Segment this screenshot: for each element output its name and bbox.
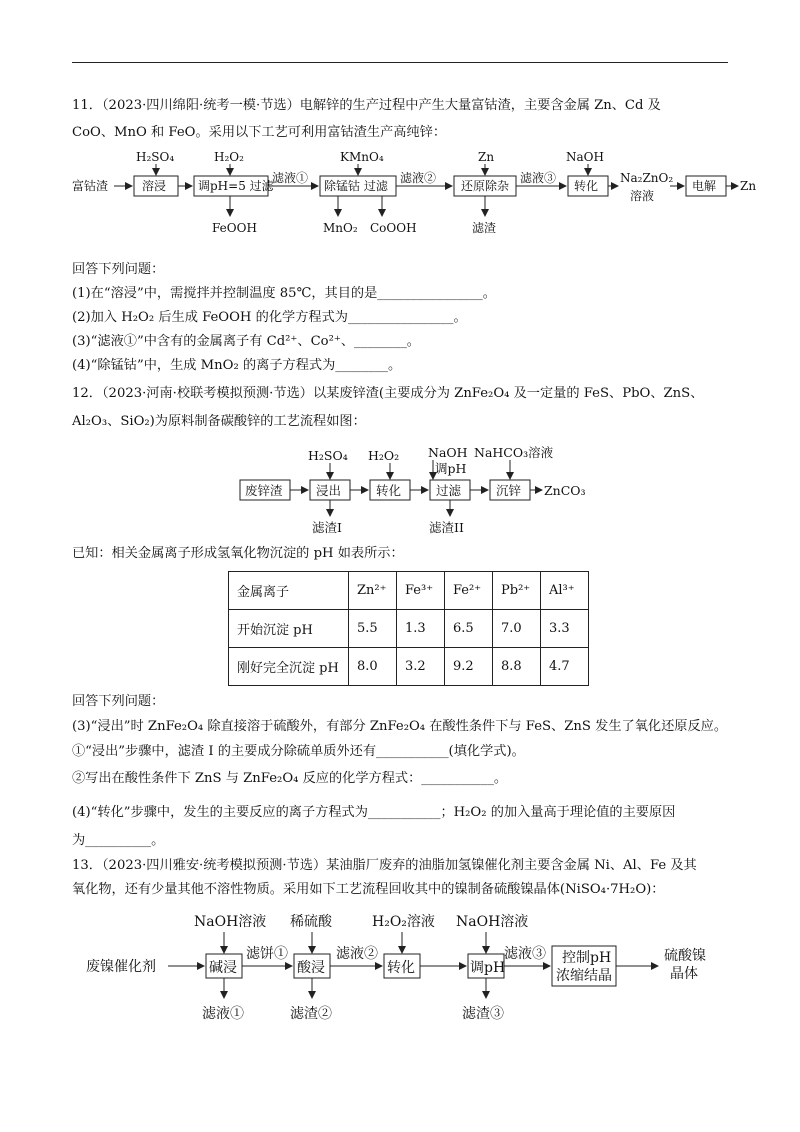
q11-add3: KMnO₄	[340, 150, 384, 164]
q11-box-dissolve-label: 溶浸	[142, 179, 167, 193]
q12-out4: 滤渣II	[429, 520, 464, 535]
q13-intro-line2: 氧化物，还有少量其他不溶性物质。采用如下工艺流程回收其中的镍制备硫酸镍晶体(NiSO₄·7H₂O)：	[72, 882, 665, 897]
table-cell: 刚好完全沉淀 pH	[229, 648, 349, 686]
table-cell: 开始沉淀 pH	[229, 610, 349, 648]
table-cell: 7.0	[493, 610, 541, 648]
q11-box-convert-label: 转化	[574, 179, 599, 193]
q13-add4: NaOH溶液	[456, 914, 529, 930]
table-header-cell: Fe²⁺	[445, 572, 493, 610]
q11-answer: 回答下列问题：	[72, 262, 165, 277]
table-cell: 6.5	[445, 610, 493, 648]
q12-end: ZnCO₃	[544, 483, 586, 498]
q11-box-electro-label: 电解	[692, 179, 717, 193]
table-cell: 4.7	[541, 648, 589, 686]
q12-add4a: NaOH	[428, 445, 468, 460]
q12-add2: H₂SO₄	[308, 448, 348, 463]
q11-start-label: 富钴渣	[72, 179, 109, 193]
q12-answer: 回答下列问题：	[72, 694, 165, 709]
table-header-cell: 金属离子	[229, 572, 349, 610]
q11-sub3: (3)“滤液①”中含有的金属离子有 Cd²⁺、Co²⁺、________。	[72, 334, 420, 349]
q12-box-filter-label: 过滤	[436, 483, 462, 498]
table-header-cell: Al³⁺	[541, 572, 589, 610]
table-header-cell: Zn²⁺	[349, 572, 397, 610]
q11-intro-line2: CoO、MnO 和 FeO。采用以下工艺可利用富钴渣生产高纯锌：	[72, 125, 447, 140]
q12-add3: H₂O₂	[368, 448, 400, 463]
table-header-row	[229, 572, 589, 610]
q12-out2: 滤渣I	[312, 520, 342, 535]
q13-filtrate3: 滤液③	[504, 946, 546, 962]
table-cell: 9.2	[445, 648, 493, 686]
q11-mid2: 溶液	[630, 189, 655, 203]
q13-box-convert-label: 转化	[387, 960, 415, 976]
q11-out3a: MnO₂	[323, 221, 358, 235]
q11-out2: FeOOH	[212, 221, 257, 235]
q12-box-precip-label: 沉锌	[496, 483, 522, 498]
q13-add2: 稀硫酸	[290, 914, 332, 930]
q13-flowchart	[86, 906, 726, 1032]
table-cell: 1.3	[397, 610, 445, 648]
q12-box-leach-label: 浸出	[316, 483, 342, 498]
q12-sub3a: ①“浸出”步骤中，滤渣 I 的主要成分除硫单质外还有___________(填化学式)。	[72, 744, 525, 759]
q12-box-waste-label: 废锌渣	[245, 483, 283, 498]
q12-add5: NaHCO₃溶液	[474, 445, 554, 460]
q11-end: Zn	[740, 179, 757, 193]
table-row	[229, 610, 589, 648]
q12-intro-line2: Al₂O₃、SiO₂)为原料制备碳酸锌的工艺流程如图：	[72, 414, 366, 429]
q13-out2: 滤渣②	[290, 1006, 332, 1022]
q13-box-acid-label: 酸浸	[297, 960, 325, 976]
q11-out4: 滤渣	[472, 221, 497, 235]
q11-box-reduce-label: 还原除杂	[461, 179, 510, 193]
q11-box-remove-label: 除锰钴 过滤	[324, 179, 388, 193]
q11-add4: Zn	[478, 150, 495, 164]
q11-filtrate3: 滤液③	[520, 171, 557, 185]
q11-flowchart	[72, 146, 762, 242]
q13-add1: NaOH溶液	[194, 914, 267, 930]
q12-sub4b: 为__________。	[72, 833, 165, 848]
q13-out1: 滤液①	[202, 1006, 244, 1022]
q13-box-crystal-label1: 控制pH	[562, 950, 612, 966]
q12-intro-line1: 12．（2023·河南·校联考模拟预测·节选）以某废锌渣(主要成分为 ZnFe₂O₄ 及一定量的 FeS、PbO、ZnS、	[72, 386, 704, 401]
q13-filtrate2: 滤液②	[336, 946, 378, 962]
table-header-cell: Fe³⁺	[397, 572, 445, 610]
q11-filtrate2: 滤液②	[400, 171, 437, 185]
q11-add2: H₂O₂	[214, 150, 244, 164]
q13-out4: 滤渣③	[462, 1006, 504, 1022]
q12-flowchart	[232, 440, 586, 540]
q13-cake: 滤饼①	[246, 946, 288, 962]
q13-add3: H₂O₂溶液	[372, 914, 435, 930]
q11-sub2: (2)加入 H₂O₂ 后生成 FeOOH 的化学方程式为________________。	[72, 310, 467, 325]
q13-intro-line1: 13．（2023·四川雅安·统考模拟预测·节选）某油脂厂废弃的油脂加氢镍催化剂主要含金属 Ni、Al、Fe 及其	[72, 858, 697, 873]
q11-mid: Na₂ZnO₂	[620, 171, 674, 185]
table-cell: 5.5	[349, 610, 397, 648]
q11-sub1: (1)在“溶浸”中，需搅拌并控制温度 85℃，其目的是________________。	[72, 286, 496, 301]
q13-start: 废镍催化剂	[86, 959, 156, 975]
q11-out3b: CoOOH	[370, 221, 417, 235]
ph-table	[228, 571, 589, 686]
table-row	[229, 648, 589, 686]
q13-end2: 晶体	[670, 966, 698, 982]
q11-add5: NaOH	[566, 150, 604, 164]
table-header-cell: Pb²⁺	[493, 572, 541, 610]
q12-box-convert-label: 转化	[376, 483, 402, 498]
q13-end1: 硫酸镍	[664, 948, 706, 964]
table-cell: 8.0	[349, 648, 397, 686]
table-cell: 3.2	[397, 648, 445, 686]
q11-filtrate1: 滤液①	[272, 171, 309, 185]
q12-add4b: 调pH	[435, 461, 467, 476]
q11-add1: H₂SO₄	[136, 150, 175, 164]
q11-intro-line1: 11．（2023·四川绵阳·统考一模·节选）电解锌的生产过程中产生大量富钴渣，主要含金属 Zn、Cd 及	[72, 98, 661, 113]
q12-known: 已知：相关金属离子形成氢氧化物沉淀的 pH 如表所示：	[72, 546, 404, 561]
table-cell: 8.8	[493, 648, 541, 686]
q11-sub4: (4)“除锰钴”中，生成 MnO₂ 的离子方程式为________。	[72, 358, 402, 373]
q13-box-crystal-label2: 浓缩结晶	[556, 968, 612, 984]
q12-sub3b: ②写出在酸性条件下 ZnS 与 ZnFe₂O₄ 反应的化学方程式：___________。	[72, 771, 508, 786]
header-rule	[72, 62, 728, 63]
table-cell: 3.3	[541, 610, 589, 648]
q12-sub3: (3)“浸出”时 ZnFe₂O₄ 除直接溶于硫酸外，有部分 ZnFe₂O₄ 在酸性条件下与 FeS、ZnS 发生了氧化还原反应。	[72, 719, 728, 734]
q13-box-ph-label: 调pH	[470, 960, 506, 976]
q12-sub4: (4)“转化”步骤中，发生的主要反应的离子方程式为___________；H₂O₂ 的加入量高于理论值的主要原因	[72, 805, 676, 820]
q13-box-alkali-label: 碱浸	[209, 960, 237, 976]
q11-box-adjust-label: 调pH=5 过滤	[198, 179, 274, 193]
